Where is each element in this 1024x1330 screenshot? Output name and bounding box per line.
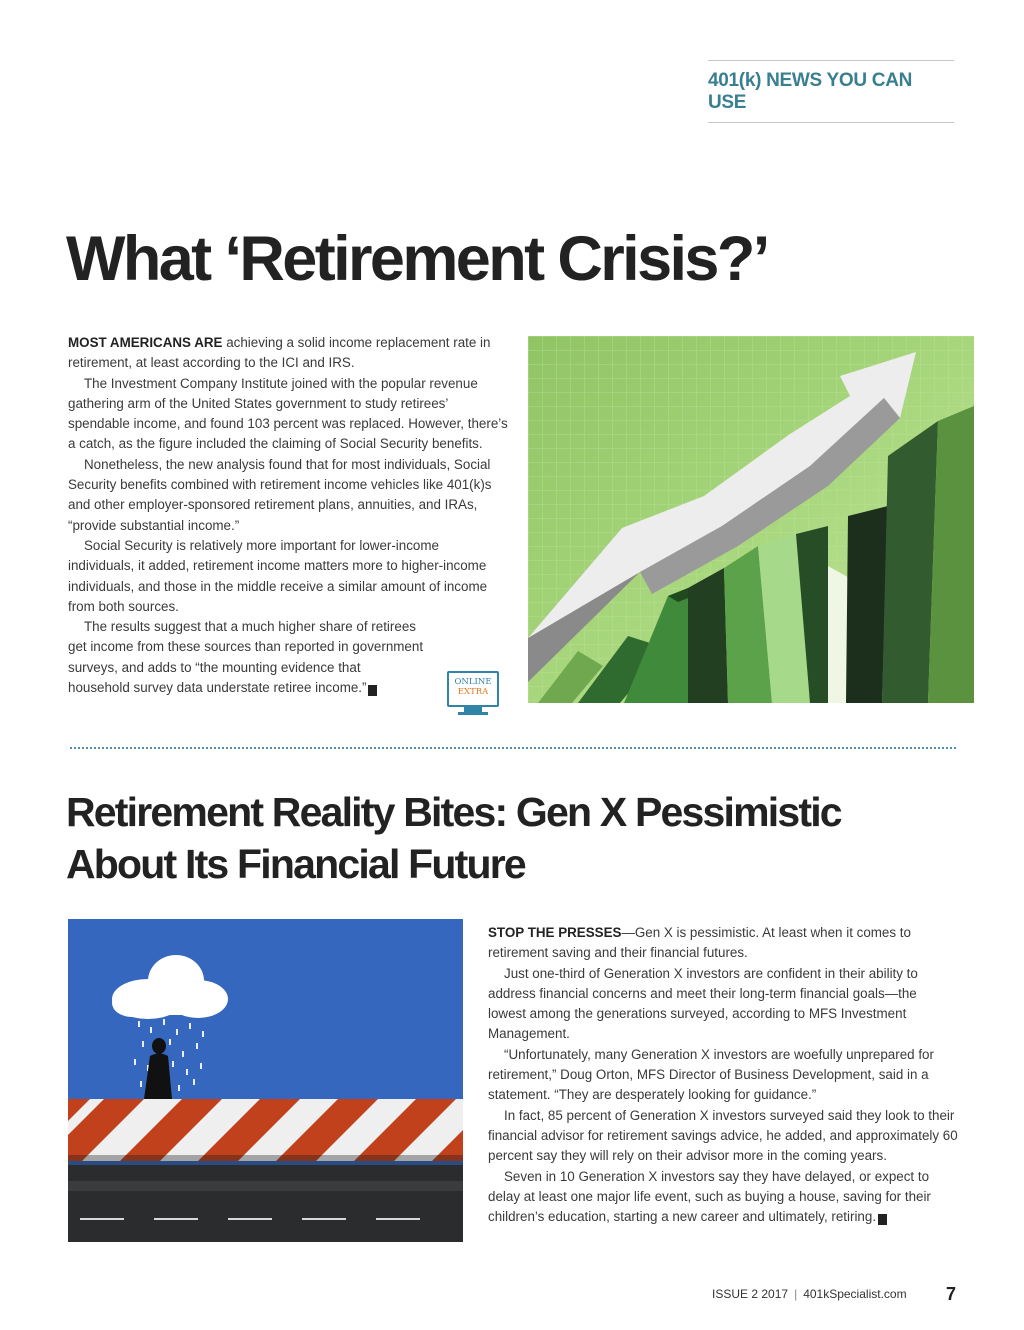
- online-extra-screen: [447, 671, 499, 707]
- article-headline: Retirement Reality Bites: Gen X Pessimistic About Its Financial Future: [66, 789, 841, 887]
- article-paragraph: [488, 923, 958, 964]
- site-link[interactable]: 401kSpecialist.com: [803, 1287, 907, 1301]
- monitor-base: [458, 712, 488, 715]
- section-divider: [70, 747, 956, 749]
- paragraph-text: achieving a solid income replacement rate in retirement, at least according to the ICI and IRS.: [68, 335, 491, 371]
- article-paragraph: [488, 1167, 958, 1228]
- article-paragraph: [68, 617, 508, 698]
- page-number: 7: [945, 1284, 956, 1304]
- article-paragraph: In fact, 85 percent of Generation X investors surveyed said they look to their financial advisor for retirement savings advice, he added, and approximately 60 percent say they will rely on their advisor more in the coming years.: [488, 1107, 958, 1164]
- section-tag: 401(k) NEWS YOU CAN USE: [708, 60, 954, 123]
- paragraph-text: —Gen X is pessimistic. At least when it comes to retirement saving and their financial futures.: [488, 925, 911, 961]
- growth-chart-illustration: [528, 336, 974, 703]
- rain-cloud-illustration: [68, 919, 463, 1242]
- article-paragraph: Just one-third of Generation X investors are confident in their ability to address financial concerns and meet their long-term financial goals—the lowest among the generations surveyed, according to MFS Investment Management.: [488, 965, 918, 1042]
- page-footer: [712, 1284, 972, 1307]
- article-paragraph: The Investment Company Institute joined with the popular revenue gathering arm of the United States government to study retirees’ spendable income, and found 103 percent was replaced. However, there’s a catch, as the figure included the claiming of Social Security benefits.: [68, 375, 508, 452]
- lead-in: MOST AMERICANS ARE: [68, 335, 223, 350]
- online-extra-line1: ONLINE: [454, 677, 492, 687]
- end-mark-icon: K: [368, 685, 377, 696]
- issue-label: ISSUE 2 2017: [712, 1287, 789, 1301]
- article-headline: What ‘Retirement Crisis?’: [66, 224, 768, 294]
- article-paragraph: “Unfortunately, many Generation X investors are woefully unprepared for retirement,” Doug Orton, MFS Director of Business Development, said in a statement. “They are desperately looking for guidance.”: [488, 1046, 934, 1103]
- article-paragraph: [68, 333, 508, 374]
- paragraph-text: The results suggest that a much higher share of retirees get income from these sources than reported in government surveys, and adds to “the mounting evidence that household survey data understate retiree income.”: [68, 619, 424, 696]
- footer-separator: |: [794, 1287, 798, 1301]
- lead-in: STOP THE PRESSES: [488, 925, 622, 940]
- online-extra-line2: EXTRA: [457, 687, 489, 697]
- article-paragraph: Social Security is relatively more important for lower-income individuals, it added, retirement income matters more to higher-income individuals, and those in the middle receive a similar amount of income from both sources.: [68, 537, 488, 614]
- online-extra-icon[interactable]: [447, 671, 499, 715]
- article-body: [488, 923, 958, 1227]
- paragraph-text: Seven in 10 Generation X investors say they have delayed, or expect to delay at least one major life event, such as buying a house, saving for their children’s education, starting a new career and ultimately, retiring.: [488, 1168, 931, 1225]
- article-paragraph: Nonetheless, the new analysis found that for most individuals, Social Security benefits combined with retirement income vehicles like 401(k)s and other employer-sponsored retirement plans, annuities, and IRAs, “provide substantial income.”: [68, 456, 492, 533]
- end-mark-icon: K: [878, 1214, 887, 1225]
- article-body: [68, 333, 508, 698]
